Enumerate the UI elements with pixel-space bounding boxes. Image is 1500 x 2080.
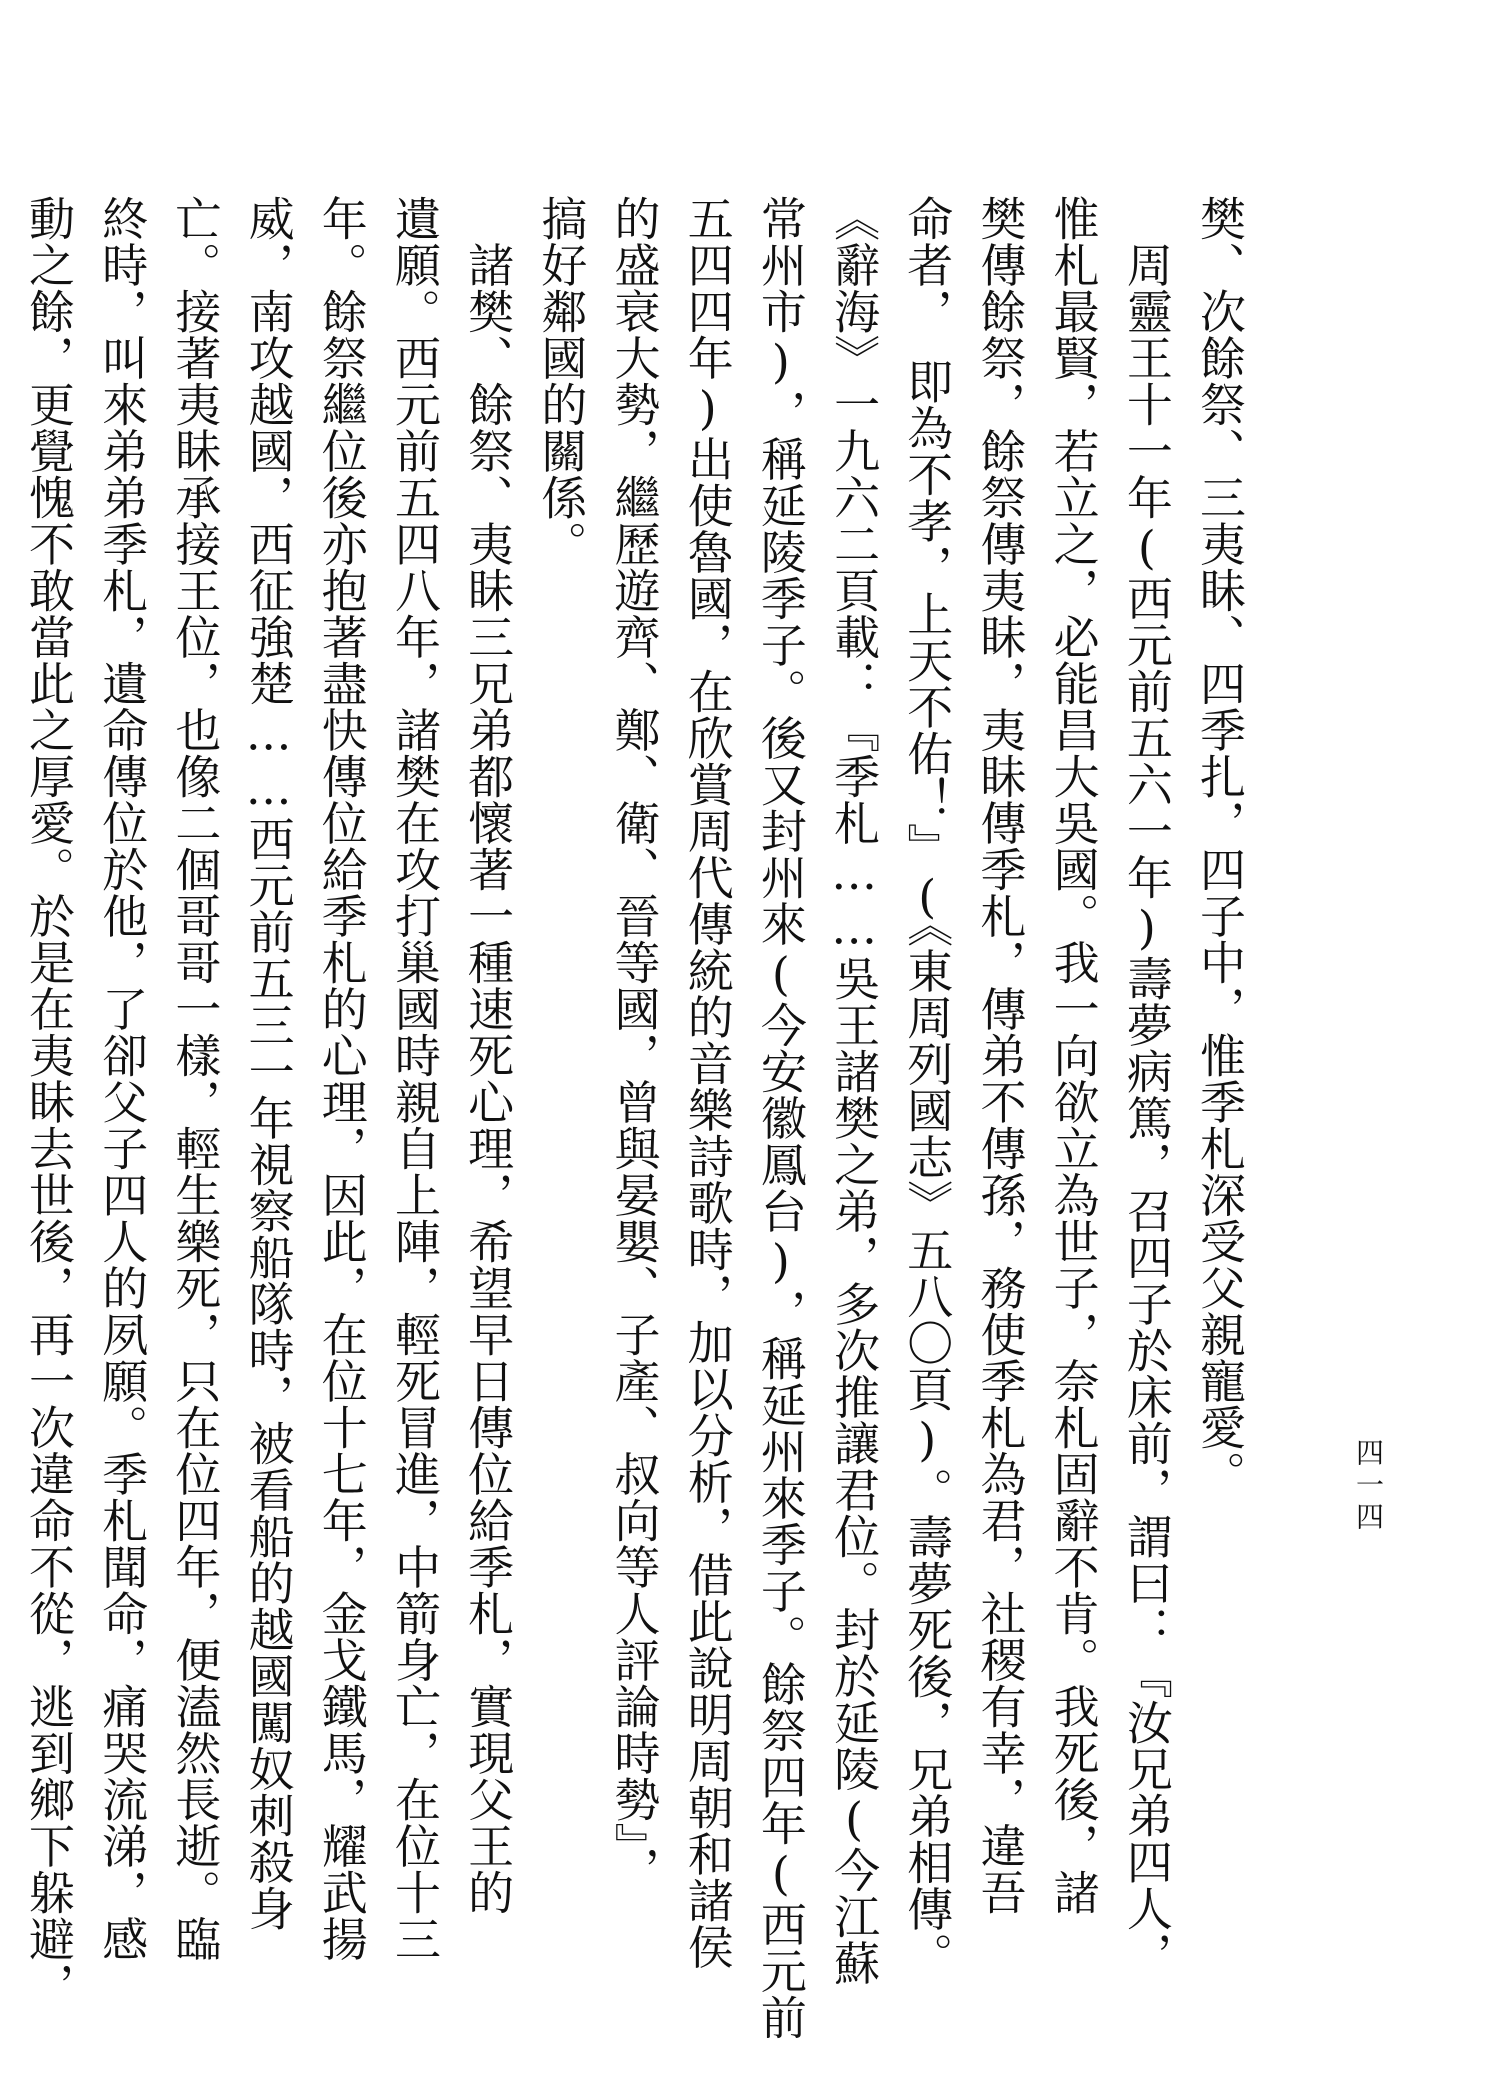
text-column-17: 動之餘，更覺愧不敢當此之厚愛。於是在夷眛去世後，再一次違命不從，逃到鄉下躲避， <box>22 195 76 2009</box>
text-column-8: 五四四年)出使魯國，在欣賞周代傳統的音樂詩歌時，加以分析，借此說明周朝和諸侯 <box>680 195 735 1970</box>
page-number: 四一四 <box>1352 1438 1385 1534</box>
text-column-16: 終時，叫來弟弟季札，遺命傳位於他，了卻父子四人的夙願。季札聞命，痛哭流涕，感 <box>95 195 150 1962</box>
text-column-4: 樊傳餘祭，餘祭傳夷眛，夷眛傳季札，傳弟不傳孫，務使季札為君，社稷有幸，違吾 <box>973 195 1028 1916</box>
text-column-10: 搞好鄰國的關係。 <box>534 195 589 567</box>
text-column-7: 常州市)，稱延陵季子。後又封州來(今安徽鳳台)，稱延州來季子。餘祭四年(西元前 <box>753 195 808 2041</box>
text-column-11: 諸樊、餘祭、夷眛三兄弟都懷著一種速死心理，希望早日傳位給季札，實現父王的 <box>461 195 516 1916</box>
text-column-14: 威，南攻越國，西征強楚……西元前五三一年視察船隊時，被看船的越國闖奴刺殺身 <box>241 195 296 1932</box>
text-column-6: 《辭海》一九六二頁載：『季札……吳王諸樊之弟，多次推讓君位。封於延陵(今江蘇 <box>827 195 882 1986</box>
text-column-5: 命者， 即為不孝，上天不佑！』(《東周列國志》五八〇頁)。壽夢死後，兄弟相傳。 <box>900 195 955 1979</box>
text-column-13: 年。餘祭繼位後亦抱著盡快傳位給季札的心理，因此，在位十七年，金戈鐵馬，耀武揚 <box>314 195 369 1962</box>
text-column-15: 亡。接著夷眛承接王位，也像二個哥哥一樣，輕生樂死，只在位四年，便溘然長逝。臨 <box>168 195 223 1962</box>
text-column-2: 周靈王十一年(西元前五六一年)壽夢病篤，召四子於床前，謂曰：『汝兄弟四人， <box>1119 195 1174 1978</box>
vertical-text-body <box>22 195 1256 2041</box>
text-column-3: 惟札最賢，若立之，必能昌大吳國。我一向欲立為世子，奈札固辭不肯。我死後，諸 <box>1046 195 1101 1916</box>
text-column-12: 遺願。西元前五四八年，諸樊在攻打巢國時親自上陣，輕死冒進，中箭身亡，在位十三 <box>387 195 442 1962</box>
text-column-9: 的盛衰大勢，繼歷遊齊、鄭、衛、晉等國，曾與晏嬰、子產、叔向等人評論時勢』， <box>607 195 662 1893</box>
text-column-1: 樊、次餘祭、三夷眛、四季扎，四子中，惟季札深受父親寵愛。 <box>1193 195 1247 1497</box>
